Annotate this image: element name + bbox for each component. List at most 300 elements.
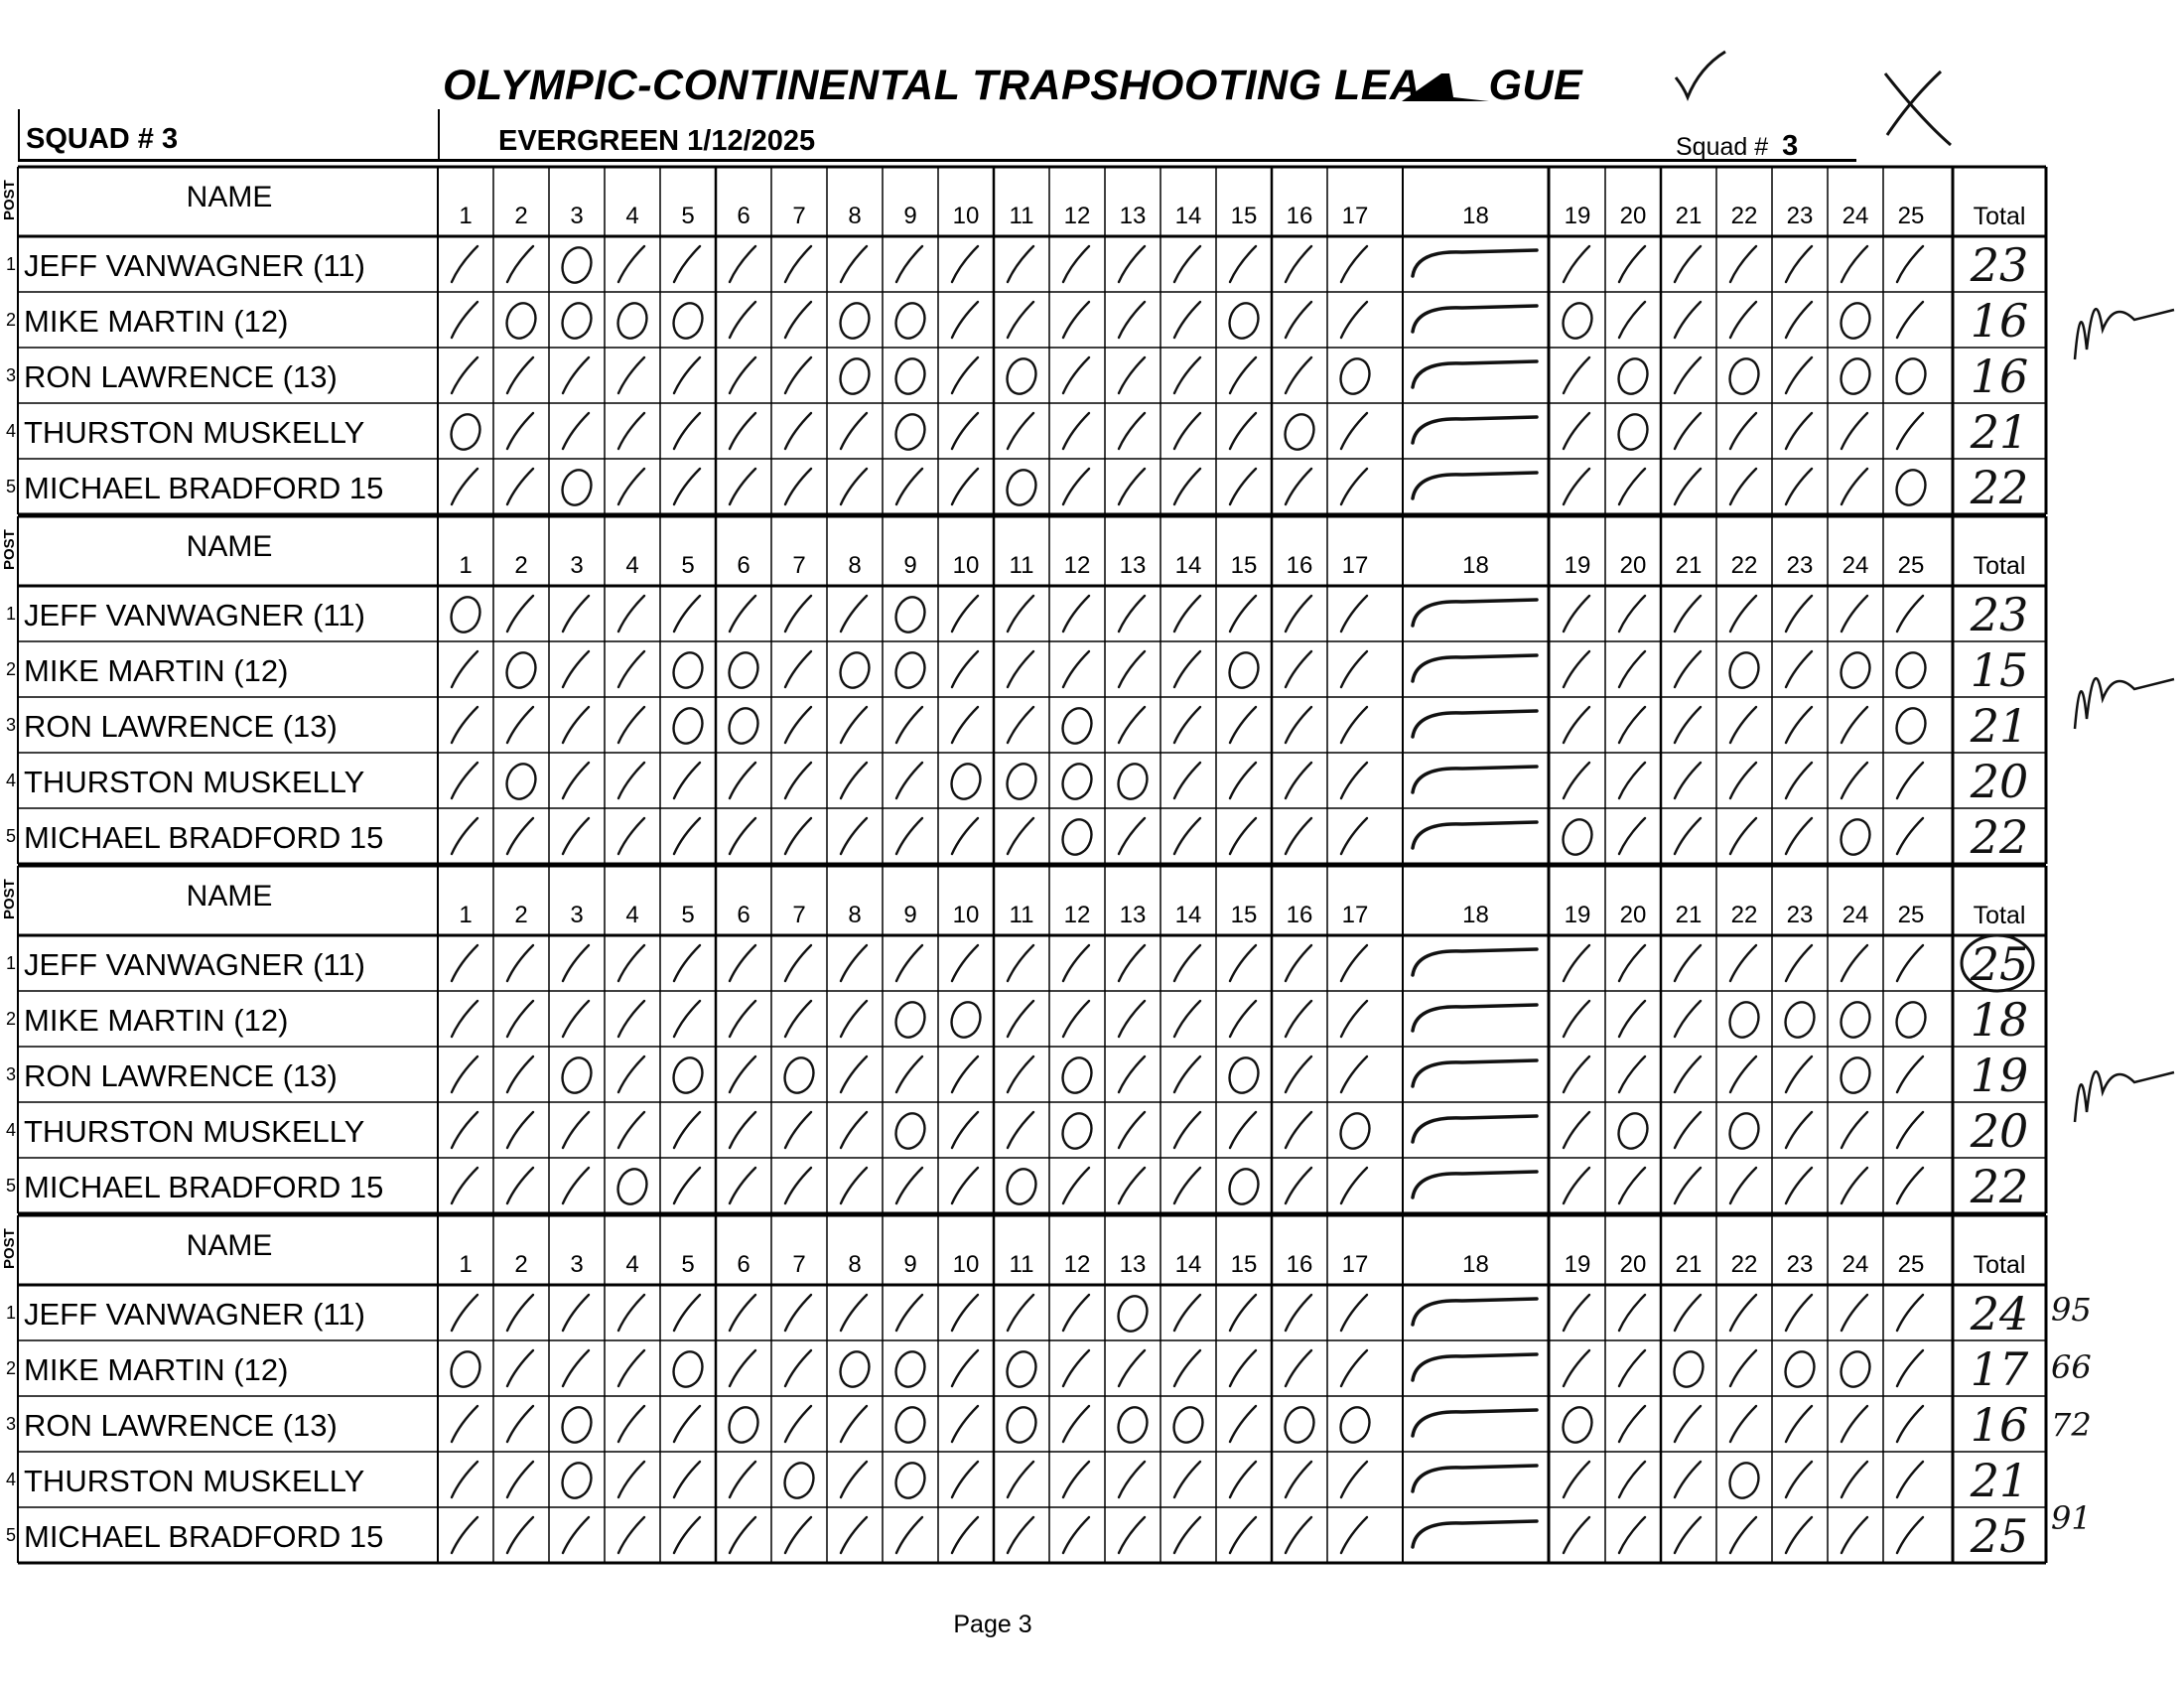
player-total: 22: [1970, 1160, 2029, 1213]
hit-mark: [1008, 1112, 1033, 1148]
hit-mark: [952, 1112, 978, 1148]
hit-mark: [674, 469, 700, 504]
hit-mark: [1564, 413, 1589, 449]
player-name: JEFF VANWAGNER (11): [24, 248, 365, 283]
page-number: Page 3: [953, 1611, 1032, 1638]
position-label: 5: [5, 1176, 16, 1196]
shot-number-15: 15: [1230, 203, 1258, 229]
hit-mark: [1230, 707, 1256, 743]
hit-mark: [563, 1112, 589, 1148]
hit-mark: [1619, 707, 1645, 743]
shot-number-7: 7: [792, 902, 806, 928]
hit-mark: [785, 413, 811, 449]
shot-18-mark: [1413, 711, 1537, 737]
player-total: 21: [1970, 1454, 2029, 1507]
hit-mark: [952, 1295, 978, 1331]
hit-mark: [1341, 1350, 1367, 1386]
hit-mark: [1619, 818, 1645, 854]
hit-mark: [507, 1517, 533, 1553]
miss-mark: [558, 467, 596, 509]
hit-mark: [730, 1112, 755, 1148]
hit-mark: [507, 1406, 533, 1442]
hit-mark: [1897, 413, 1923, 449]
shot-number-16: 16: [1286, 203, 1313, 229]
miss-mark: [1003, 467, 1040, 509]
shot-number-11: 11: [1009, 902, 1034, 928]
hit-mark: [1675, 1462, 1701, 1497]
hit-mark: [1786, 1295, 1812, 1331]
miss-mark: [1114, 1293, 1152, 1336]
hit-mark: [952, 1406, 978, 1442]
shot-number-14: 14: [1174, 552, 1202, 579]
miss-mark: [1169, 1404, 1207, 1447]
side-note: 66: [2051, 1348, 2092, 1386]
hit-mark: [1897, 246, 1923, 282]
shot-number-23: 23: [1786, 1251, 1814, 1278]
shot-number-7: 7: [792, 203, 806, 229]
shot-number-24: 24: [1842, 1251, 1869, 1278]
shot-number-11: 11: [1009, 203, 1034, 229]
hit-mark: [841, 246, 867, 282]
miss-mark: [891, 1404, 929, 1447]
miss-mark: [1003, 1166, 1040, 1208]
shot-number-16: 16: [1286, 902, 1313, 928]
hit-mark: [452, 1462, 478, 1497]
hit-mark: [841, 818, 867, 854]
hit-mark: [1286, 1168, 1311, 1203]
hit-mark: [1119, 818, 1145, 854]
hit-mark: [563, 1517, 589, 1553]
hit-mark: [1619, 1462, 1645, 1497]
name-header: NAME: [186, 880, 273, 913]
miss-mark: [1892, 705, 1930, 748]
hit-mark: [1286, 1001, 1311, 1037]
hit-mark: [1286, 1350, 1311, 1386]
hit-mark: [1564, 707, 1589, 743]
hit-mark: [452, 763, 478, 798]
hit-mark: [1008, 302, 1033, 338]
hit-mark: [1675, 413, 1701, 449]
shot-number-25: 25: [1897, 1251, 1925, 1278]
shot-number-3: 3: [570, 552, 584, 579]
miss-mark: [1892, 355, 1930, 398]
miss-mark: [891, 1348, 929, 1391]
hit-mark: [563, 818, 589, 854]
miss-mark: [1781, 999, 1819, 1042]
player-total: 16: [1970, 1398, 2029, 1452]
miss-mark: [891, 594, 929, 636]
shot-number-4: 4: [625, 552, 639, 579]
hit-mark: [452, 1112, 478, 1148]
hit-mark: [1230, 246, 1256, 282]
hit-mark: [785, 763, 811, 798]
player-total: 16: [1970, 294, 2029, 348]
position-label: 5: [5, 1525, 16, 1545]
miss-mark: [780, 1055, 818, 1097]
hit-mark: [1897, 1295, 1923, 1331]
position-label: 2: [5, 310, 16, 330]
hit-mark: [1174, 1517, 1200, 1553]
hit-mark: [1786, 763, 1812, 798]
shot-number-13: 13: [1119, 552, 1147, 579]
hit-mark: [1008, 818, 1033, 854]
shot-number-20: 20: [1619, 902, 1647, 928]
miss-mark: [502, 300, 540, 343]
position-label: 4: [5, 421, 16, 441]
hit-mark: [785, 707, 811, 743]
miss-mark: [1837, 1055, 1874, 1097]
shot-number-23: 23: [1786, 552, 1814, 579]
player-name: MICHAEL BRADFORD 15: [24, 820, 384, 855]
hit-mark: [618, 1295, 644, 1331]
hit-mark: [785, 1168, 811, 1203]
hit-mark: [1341, 1517, 1367, 1553]
hit-mark: [1897, 596, 1923, 632]
miss-mark: [447, 1348, 484, 1391]
shot-number-6: 6: [737, 203, 751, 229]
hit-mark: [1730, 596, 1756, 632]
shot-number-17: 17: [1341, 1251, 1369, 1278]
side-note: 95: [2051, 1291, 2092, 1329]
hit-mark: [1675, 596, 1701, 632]
miss-mark: [1614, 1110, 1652, 1153]
hit-mark: [618, 596, 644, 632]
miss-mark: [1837, 1348, 1874, 1391]
hit-mark: [896, 818, 922, 854]
hit-mark: [674, 1112, 700, 1148]
hit-mark: [1730, 1406, 1756, 1442]
hit-mark: [1730, 246, 1756, 282]
hit-mark: [1230, 1406, 1256, 1442]
hit-mark: [507, 1295, 533, 1331]
hit-mark: [618, 707, 644, 743]
hit-mark: [1786, 945, 1812, 981]
hit-mark: [1230, 818, 1256, 854]
shot-number-14: 14: [1174, 902, 1202, 928]
hit-mark: [1119, 651, 1145, 687]
hit-mark: [618, 1517, 644, 1553]
shot-number-25: 25: [1897, 203, 1925, 229]
shot-number-2: 2: [514, 1251, 528, 1278]
hit-mark: [896, 469, 922, 504]
hit-mark: [618, 1462, 644, 1497]
shot-number-19: 19: [1564, 902, 1591, 928]
hit-mark: [1564, 1168, 1589, 1203]
player-total: 23: [1970, 238, 2029, 292]
hit-mark: [1063, 1295, 1089, 1331]
hit-mark: [896, 707, 922, 743]
shot-number-10: 10: [952, 552, 980, 579]
hit-mark: [1174, 302, 1200, 338]
hit-mark: [452, 469, 478, 504]
miss-mark: [1559, 816, 1596, 859]
hit-mark: [1119, 1001, 1145, 1037]
hit-mark: [618, 1001, 644, 1037]
hit-mark: [618, 763, 644, 798]
hit-mark: [1675, 302, 1701, 338]
player-total: 22: [1970, 810, 2029, 864]
hit-mark: [896, 246, 922, 282]
player-name: JEFF VANWAGNER (11): [24, 1297, 365, 1332]
hit-mark: [785, 246, 811, 282]
miss-mark: [1225, 649, 1263, 692]
name-header: NAME: [186, 1229, 273, 1262]
shot-number-3: 3: [570, 203, 584, 229]
hit-mark: [952, 818, 978, 854]
hit-mark: [896, 1295, 922, 1331]
hit-mark: [1174, 818, 1200, 854]
hit-mark: [1842, 1462, 1867, 1497]
hit-mark: [618, 1350, 644, 1386]
shot-number-14: 14: [1174, 1251, 1202, 1278]
hit-mark: [1174, 1056, 1200, 1092]
hit-mark: [1786, 818, 1812, 854]
shot-number-7: 7: [792, 1251, 806, 1278]
shot-number-19: 19: [1564, 1251, 1591, 1278]
hit-mark: [1063, 1001, 1089, 1037]
hit-mark: [563, 651, 589, 687]
hit-mark: [1341, 1056, 1367, 1092]
hit-mark: [1675, 1517, 1701, 1553]
hit-mark: [1341, 469, 1367, 504]
hit-mark: [674, 1001, 700, 1037]
hit-mark: [841, 1001, 867, 1037]
player-name: THURSTON MUSKELLY: [24, 765, 365, 799]
hit-mark: [1564, 357, 1589, 393]
name-header: NAME: [186, 181, 273, 213]
hit-mark: [1174, 763, 1200, 798]
hit-mark: [1897, 1168, 1923, 1203]
hit-mark: [1619, 302, 1645, 338]
hit-mark: [1619, 246, 1645, 282]
hit-mark: [1842, 246, 1867, 282]
hit-mark: [1786, 302, 1812, 338]
squad-label: SQUAD # 3: [26, 123, 179, 155]
shot-number-21: 21: [1675, 203, 1703, 229]
shot-number-18: 18: [1462, 902, 1489, 928]
hit-mark: [952, 357, 978, 393]
hit-mark: [1730, 1517, 1756, 1553]
shot-number-5: 5: [681, 203, 695, 229]
hit-mark: [1786, 1112, 1812, 1148]
hit-mark: [1174, 1168, 1200, 1203]
hit-mark: [1675, 357, 1701, 393]
position-label: 4: [5, 1470, 16, 1489]
miss-mark: [1003, 1404, 1040, 1447]
shot-number-17: 17: [1341, 203, 1369, 229]
hit-mark: [1341, 246, 1367, 282]
shot-18-mark: [1413, 1060, 1537, 1086]
hit-mark: [507, 1001, 533, 1037]
shot-number-11: 11: [1009, 1251, 1034, 1278]
hit-mark: [507, 1168, 533, 1203]
miss-mark: [1058, 816, 1096, 859]
miss-mark: [1837, 300, 1874, 343]
hit-mark: [1786, 1517, 1812, 1553]
miss-mark: [1614, 411, 1652, 454]
miss-mark: [1281, 411, 1318, 454]
shot-number-22: 22: [1730, 1251, 1758, 1278]
position-label: 5: [5, 477, 16, 496]
player-name: THURSTON MUSKELLY: [24, 1464, 365, 1498]
hit-mark: [841, 945, 867, 981]
hit-mark: [1008, 945, 1033, 981]
hit-mark: [452, 1056, 478, 1092]
hit-mark: [1786, 1406, 1812, 1442]
hit-mark: [1786, 596, 1812, 632]
hit-mark: [1897, 1462, 1923, 1497]
hit-mark: [1675, 651, 1701, 687]
hit-mark: [1786, 707, 1812, 743]
position-label: 1: [5, 604, 16, 624]
hit-mark: [1119, 413, 1145, 449]
hit-mark: [841, 1462, 867, 1497]
hit-mark: [952, 945, 978, 981]
hit-mark: [1174, 413, 1200, 449]
hit-mark: [1842, 413, 1867, 449]
hit-mark: [1619, 1056, 1645, 1092]
position-label: 2: [5, 1358, 16, 1378]
hit-mark: [1675, 707, 1701, 743]
hit-mark: [1564, 469, 1589, 504]
shot-number-19: 19: [1564, 203, 1591, 229]
hit-mark: [1063, 246, 1089, 282]
hit-mark: [1842, 763, 1867, 798]
miss-mark: [1058, 1055, 1096, 1097]
hit-mark: [507, 945, 533, 981]
player-name: RON LAWRENCE (13): [24, 1058, 338, 1093]
hit-mark: [1174, 596, 1200, 632]
hit-mark: [452, 302, 478, 338]
hit-mark: [1619, 651, 1645, 687]
hit-mark: [730, 1462, 755, 1497]
miss-mark: [1058, 705, 1096, 748]
hit-mark: [841, 707, 867, 743]
hit-mark: [952, 651, 978, 687]
miss-mark: [558, 1055, 596, 1097]
hit-mark: [507, 1112, 533, 1148]
title-part-1: OLYMPIC-CONTINENTAL TRAPSHOOTING LEA: [443, 62, 1422, 109]
hit-mark: [1730, 1168, 1756, 1203]
hit-mark: [730, 1350, 755, 1386]
hit-mark: [1286, 1517, 1311, 1553]
miss-mark: [891, 1110, 929, 1153]
hit-mark: [1230, 1462, 1256, 1497]
shot-number-18: 18: [1462, 1251, 1489, 1278]
hit-mark: [1619, 469, 1645, 504]
hit-mark: [1341, 651, 1367, 687]
shot-number-4: 4: [625, 1251, 639, 1278]
miss-mark: [502, 761, 540, 803]
hit-mark: [1286, 763, 1311, 798]
hit-mark: [1842, 1406, 1867, 1442]
hit-mark: [1619, 1168, 1645, 1203]
hit-mark: [1842, 1168, 1867, 1203]
hit-mark: [1286, 651, 1311, 687]
name-header: NAME: [186, 530, 273, 563]
hit-mark: [1341, 763, 1367, 798]
miss-mark: [891, 999, 929, 1042]
hit-mark: [1842, 707, 1867, 743]
hit-mark: [1119, 1462, 1145, 1497]
shot-number-15: 15: [1230, 552, 1258, 579]
hit-mark: [730, 945, 755, 981]
position-label: 1: [5, 254, 16, 274]
shot-18-mark: [1413, 1521, 1537, 1547]
shot-number-13: 13: [1119, 902, 1147, 928]
hit-mark: [1842, 945, 1867, 981]
shot-number-8: 8: [848, 203, 862, 229]
player-total: 20: [1970, 755, 2029, 808]
miss-mark: [447, 411, 484, 454]
hit-mark: [952, 413, 978, 449]
hit-mark: [1119, 1350, 1145, 1386]
shot-number-19: 19: [1564, 552, 1591, 579]
hit-mark: [841, 413, 867, 449]
shot-number-21: 21: [1675, 902, 1703, 928]
miss-mark: [1559, 300, 1596, 343]
hit-mark: [1063, 302, 1089, 338]
hit-mark: [1786, 1056, 1812, 1092]
shot-number-18: 18: [1462, 552, 1489, 579]
hit-mark: [1008, 1295, 1033, 1331]
player-total: 16: [1970, 350, 2029, 403]
miss-mark: [725, 649, 762, 692]
hit-mark: [785, 1406, 811, 1442]
player-name: MICHAEL BRADFORD 15: [24, 471, 384, 505]
hit-mark: [1230, 763, 1256, 798]
hit-mark: [1063, 1168, 1089, 1203]
hit-mark: [452, 945, 478, 981]
hit-mark: [618, 1056, 644, 1092]
shot-number-23: 23: [1786, 902, 1814, 928]
miss-mark: [947, 761, 985, 803]
miss-mark: [1003, 355, 1040, 398]
position-label: 2: [5, 659, 16, 679]
player-name: MIKE MARTIN (12): [24, 304, 289, 339]
hit-mark: [507, 818, 533, 854]
miss-mark: [1892, 467, 1930, 509]
squad-number-value: 3: [1782, 130, 1799, 162]
miss-mark: [1837, 355, 1874, 398]
hit-mark: [507, 469, 533, 504]
shot-18-mark: [1413, 1116, 1537, 1142]
shot-number-10: 10: [952, 203, 980, 229]
hit-mark: [785, 596, 811, 632]
hit-mark: [1286, 1295, 1311, 1331]
hit-mark: [1730, 1056, 1756, 1092]
hit-mark: [1174, 1462, 1200, 1497]
hit-mark: [452, 1295, 478, 1331]
hit-mark: [1230, 945, 1256, 981]
hit-mark: [1008, 1517, 1033, 1553]
miss-mark: [558, 244, 596, 287]
shot-number-21: 21: [1675, 1251, 1703, 1278]
miss-mark: [836, 649, 874, 692]
hit-mark: [952, 596, 978, 632]
hit-mark: [1063, 651, 1089, 687]
hit-mark: [896, 1517, 922, 1553]
hit-mark: [1842, 1517, 1867, 1553]
shot-number-22: 22: [1730, 902, 1758, 928]
player-total: 21: [1970, 699, 2029, 753]
hit-mark: [841, 1295, 867, 1331]
miss-mark: [1114, 761, 1152, 803]
hit-mark: [507, 1350, 533, 1386]
hit-mark: [1174, 1350, 1200, 1386]
hit-mark: [952, 1056, 978, 1092]
player-name: JEFF VANWAGNER (11): [24, 598, 365, 633]
